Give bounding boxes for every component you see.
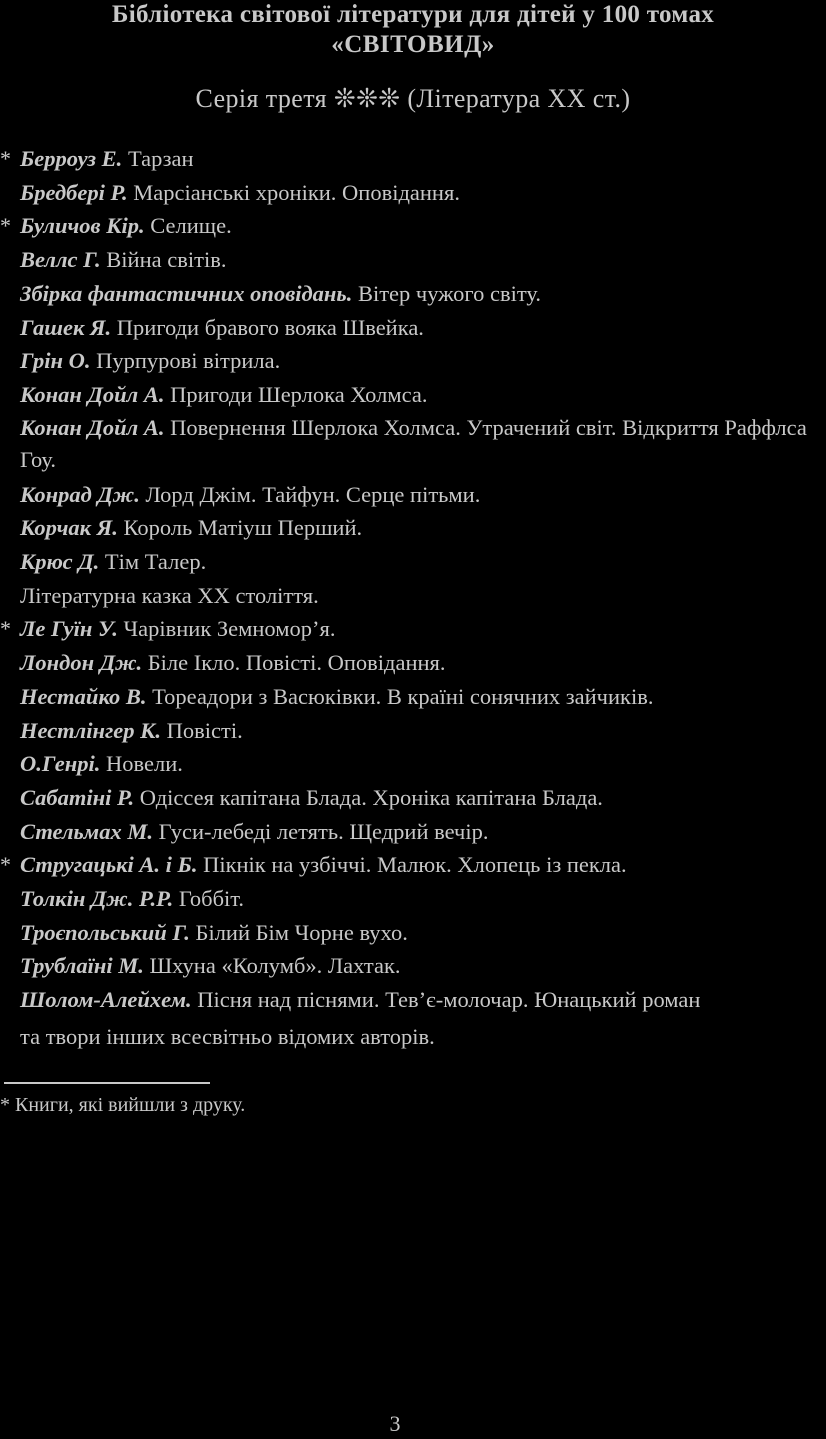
entry-author: Грін О. — [20, 348, 91, 374]
entry-author: Сабатіні Р. — [20, 784, 135, 810]
book-entry — [0, 511, 826, 545]
entry-title: Тарзан — [127, 146, 194, 171]
entry-author: Нестайко В. — [20, 683, 147, 709]
entry-author: Трублаїні М. — [20, 953, 144, 979]
entry-title: Пікнік на узбіччі. Малюк. Хлопець із пекла. — [203, 852, 627, 878]
book-entry — [0, 848, 826, 882]
book-entry — [0, 311, 826, 345]
entry-title: Селище. — [150, 213, 232, 239]
entry-title: Лорд Джім. Тайфун. Серце пітьми. — [145, 481, 481, 507]
entry-author: Троєпольський Г. — [20, 919, 190, 945]
entry-author: Шолом-Алейхем. — [20, 987, 192, 1013]
book-entry — [0, 344, 826, 378]
entry-author: Корчак Я. — [20, 515, 118, 541]
entry-author: О.Генрі. — [20, 751, 101, 777]
entry-author: Толкін Дж. Р.Р. — [20, 886, 174, 912]
entry-title: Одіссея капітана Блада. Хроніка капітана Блада. — [139, 784, 603, 810]
book-entry — [0, 277, 826, 311]
out-of-print-marker: * — [0, 852, 11, 878]
out-of-print-marker: * — [0, 146, 11, 171]
book-entry — [0, 949, 826, 983]
out-of-print-marker: * — [0, 213, 11, 239]
entry-title: Гуси-лебеді летять. Щедрий вечір. — [158, 818, 489, 844]
entry-title: Повернення Шерлока Холмса. Утрачений світ. Відкриття Раффлса Гоу. — [20, 414, 807, 472]
entry-author: Ле Гуїн У. — [20, 616, 118, 642]
entry-author: Лондон Дж. — [20, 650, 143, 676]
entry-author: Стругацькі А. і Б. — [20, 852, 198, 878]
book-entry — [0, 815, 826, 849]
book-entry — [0, 243, 826, 277]
book-list — [0, 142, 826, 1057]
entry-author: Гашек Я. — [20, 314, 112, 340]
entry-title: Чарівник Земномор’я. — [123, 616, 336, 642]
entry-author: Веллс Г. — [20, 247, 101, 273]
entry-title: Пурпурові вітрила. — [96, 348, 281, 374]
book-entry — [0, 378, 826, 412]
book-entry — [0, 412, 826, 478]
page-number: 3 — [389, 1411, 401, 1436]
entry-author: Бредбері Р. — [20, 179, 128, 205]
entry-author: Нестлінгер К. — [20, 717, 162, 743]
entry-author: Конрад Дж. — [20, 481, 140, 507]
entry-author: Конан Дойл А. — [20, 414, 165, 440]
book-entry — [0, 916, 826, 950]
book-entry — [0, 478, 826, 512]
book-entry — [0, 142, 826, 176]
book-entry — [0, 983, 826, 1017]
footnote-divider — [4, 1082, 210, 1084]
entry-title: Літературна казка ХХ століття. — [20, 582, 319, 608]
book-entry — [0, 579, 826, 613]
footnote: * Книги, які вийшли з друку. — [0, 1094, 246, 1116]
entry-title: Біле Ікло. Повісті. Оповідання. — [147, 650, 446, 676]
book-entry — [0, 545, 826, 579]
entry-title: Повісті. — [166, 717, 243, 743]
book-entry — [0, 209, 826, 243]
entry-author: Берроуз Е. — [20, 146, 123, 171]
book-entry — [0, 680, 826, 714]
closing-line: та твори інших всесвітньо відомих авторів. — [20, 1023, 435, 1049]
entry-title: Марсіанські хроніки. Оповідання. — [133, 179, 460, 205]
entry-title: Новели. — [106, 751, 183, 777]
entry-title: Король Матіуш Перший. — [123, 515, 363, 541]
entry-title: Білий Бім Чорне вухо. — [195, 919, 408, 945]
book-entry — [0, 176, 826, 210]
entry-title: Пригоди бравого вояка Швейка. — [116, 314, 424, 340]
book-entry — [0, 714, 826, 748]
book-entry — [0, 747, 826, 781]
series-title-line-1: Бібліотека світової літератури для дітей у 100 томах — [111, 1, 715, 28]
entry-title: Тореадори з Васюківки. В країні сонячних зайчиків. — [152, 683, 654, 709]
entry-title: Пригоди Шерлока Холмса. — [170, 381, 428, 407]
out-of-print-marker: * — [0, 616, 11, 642]
book-entry — [0, 646, 826, 680]
series-subtitle: Серія третя ❊❊❊ (Література ХХ ст.) — [195, 84, 631, 113]
entry-title: Вітер чужого світу. — [357, 280, 541, 306]
entry-author: Крюс Д. — [20, 549, 100, 575]
entry-author: Буличов Кір. — [20, 213, 145, 239]
entry-title: Пісня над піснями. Тев’є-молочар. Юнацький роман — [197, 987, 701, 1013]
entry-title: Шхуна «Колумб». Лахтак. — [149, 953, 401, 979]
entry-author: Конан Дойл А. — [20, 381, 165, 407]
book-entry — [0, 612, 826, 646]
book-entry — [0, 882, 826, 916]
book-entry — [0, 781, 826, 815]
entry-title: Тім Талер. — [104, 549, 207, 575]
series-title-line-2: «СВІТОВИД» — [331, 31, 495, 58]
entry-title: Гоббіт. — [178, 886, 245, 912]
entry-title: Війна світів. — [106, 247, 227, 273]
entry-author: Збірка фантастичних оповідань. — [20, 280, 353, 306]
entry-author: Стельмах М. — [20, 818, 153, 844]
